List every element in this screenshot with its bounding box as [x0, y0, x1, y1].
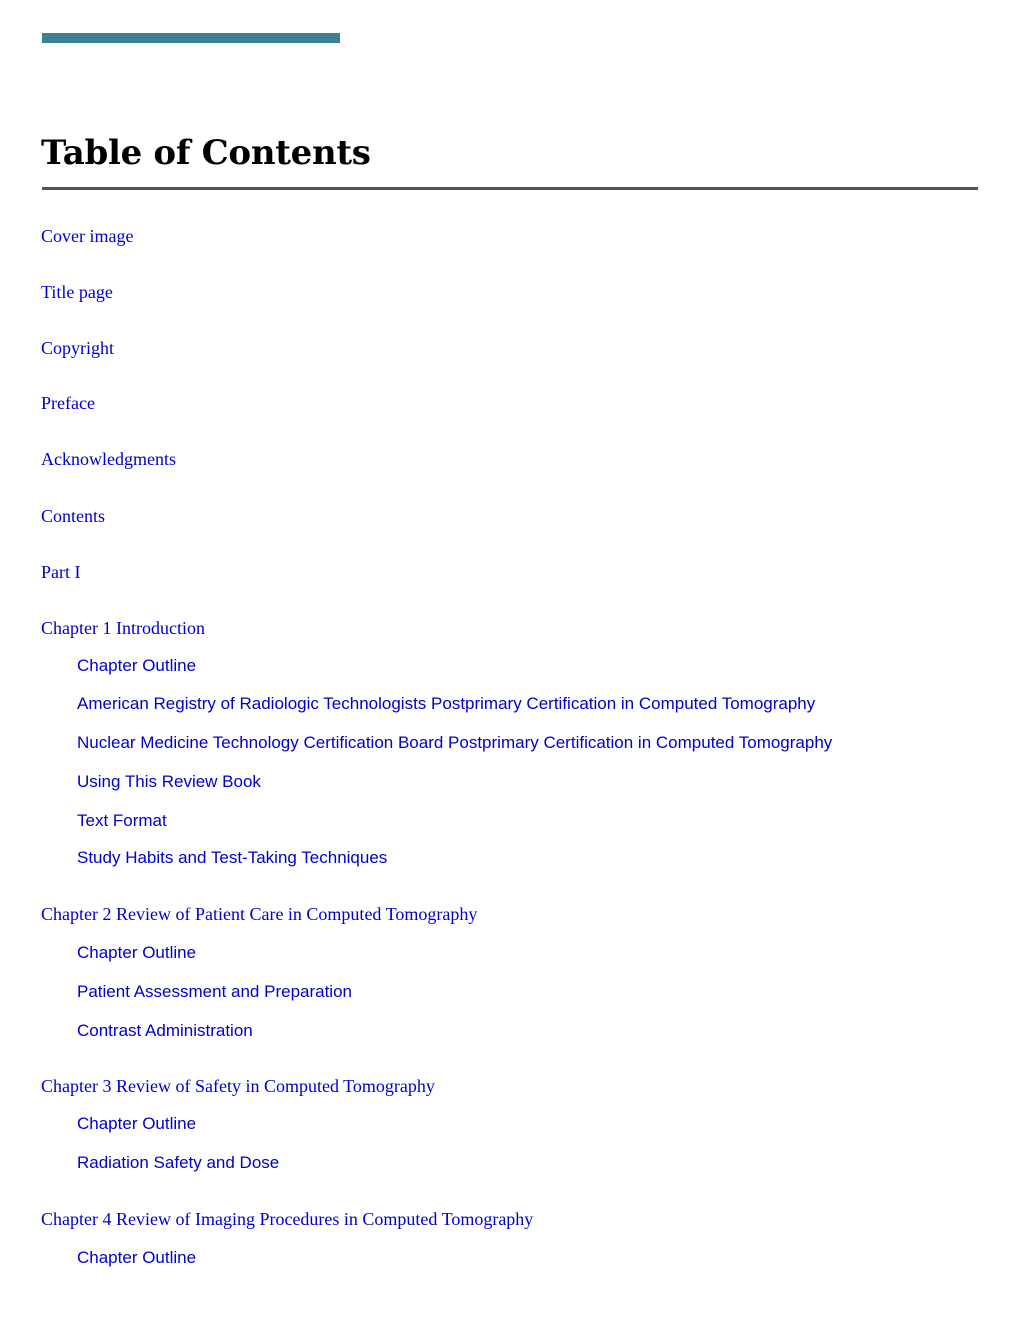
toc-sublink-arrt-certification[interactable]: American Registry of Radiologic Technologists Postprimary Certification in Computed Tomography: [77, 694, 816, 713]
toc-sublink-patient-assessment[interactable]: Patient Assessment and Preparation: [77, 982, 352, 1001]
toc-link-cover-image[interactable]: Cover image: [41, 226, 134, 246]
toc-sublink-text-format[interactable]: Text Format: [77, 811, 167, 830]
toc-sublink-nmtcb-certification[interactable]: Nuclear Medicine Technology Certification Board Postprimary Certification in Computed Tomography: [77, 733, 833, 752]
toc-link-copyright[interactable]: Copyright: [41, 338, 115, 358]
header-accent-bar: [42, 33, 340, 43]
toc-link-contents[interactable]: Contents: [41, 506, 106, 526]
toc-sublink-study-habits[interactable]: Study Habits and Test-Taking Techniques: [77, 848, 388, 867]
toc-sublink-contrast-administration[interactable]: Contrast Administration: [77, 1021, 253, 1040]
page-title: Table of Contents: [41, 133, 371, 173]
toc-link-title-page[interactable]: Title page: [41, 282, 113, 302]
toc-sublink-radiation-safety[interactable]: Radiation Safety and Dose: [77, 1153, 280, 1172]
toc-sublink-ch4-chapter-outline[interactable]: Chapter Outline: [77, 1248, 197, 1267]
toc-link-chapter-4[interactable]: Chapter 4 Review of Imaging Procedures in Computed Tomography: [41, 1209, 534, 1229]
toc-link-preface[interactable]: Preface: [41, 393, 95, 413]
toc-sublink-ch3-chapter-outline[interactable]: Chapter Outline: [77, 1114, 197, 1133]
toc-link-chapter-1[interactable]: Chapter 1 Introduction: [41, 618, 205, 638]
toc-link-chapter-3[interactable]: Chapter 3 Review of Safety in Computed Tomography: [41, 1076, 435, 1096]
toc-sublink-ch2-chapter-outline[interactable]: Chapter Outline: [77, 943, 197, 962]
toc-link-part-1[interactable]: Part I: [41, 562, 81, 582]
title-divider: [42, 187, 978, 190]
toc-link-acknowledgments[interactable]: Acknowledgments: [41, 449, 176, 469]
toc-sublink-ch1-chapter-outline[interactable]: Chapter Outline: [77, 656, 197, 675]
toc-sublink-using-this-review-book[interactable]: Using This Review Book: [77, 772, 261, 791]
toc-link-chapter-2[interactable]: Chapter 2 Review of Patient Care in Computed Tomography: [41, 904, 478, 924]
